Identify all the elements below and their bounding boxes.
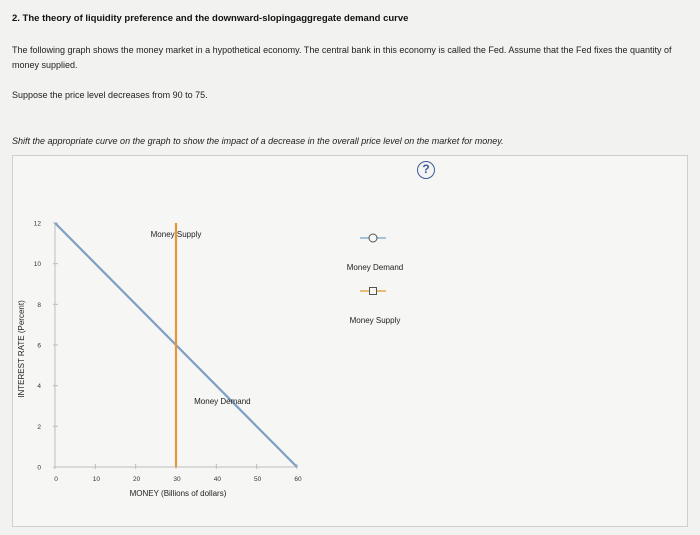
x-tick-label: 20 — [133, 476, 141, 483]
y-tick-label: 4 — [37, 383, 41, 391]
legend-money-supply-marker-icon[interactable] — [370, 288, 377, 295]
x-tick-label: 50 — [254, 476, 262, 483]
legend-money-demand-label: Money Demand — [346, 263, 404, 272]
y-tick-label: 0 — [37, 464, 41, 472]
question-title: 2. The theory of liquidity preference and the downward-slopingaggregate demand curve — [12, 13, 409, 24]
x-tick-label: 40 — [213, 476, 221, 483]
y-tick-label: 2 — [37, 423, 41, 431]
y-axis-label: INTEREST RATE (Percent) — [17, 300, 26, 398]
x-tick-label: 30 — [173, 476, 181, 483]
legend-money-demand-marker-icon[interactable] — [369, 234, 377, 242]
x-tick-label: 60 — [294, 476, 302, 483]
legend-money-supply-label: Money Supply — [349, 316, 401, 325]
y-tick-label: 6 — [37, 342, 41, 350]
question-premise: Suppose the price level decreases from 90 to 75. — [12, 90, 208, 100]
question-intro: The following graph shows the money market in a hypothetical economy. The central bank in this economy is called the Fed. Assume that the Fed fixes the quantity of money supplied. — [12, 45, 672, 70]
question-instruction: Shift the appropriate curve on the graph to show the impact of a decrease in the overall price level on the market for money. — [12, 136, 504, 146]
x-tick-label: 0 — [54, 476, 58, 483]
x-tick-label: 10 — [92, 476, 100, 483]
y-tick-label: 10 — [33, 261, 41, 269]
money-supply-curve-label: Money Supply — [150, 230, 202, 240]
y-tick-label: 8 — [37, 301, 41, 309]
x-axis-label: MONEY (Billions of dollars) — [129, 489, 227, 498]
money-demand-curve-label: Money Demand — [194, 396, 251, 406]
y-tick-label: 12 — [33, 220, 41, 228]
help-button[interactable]: ? — [417, 161, 435, 179]
